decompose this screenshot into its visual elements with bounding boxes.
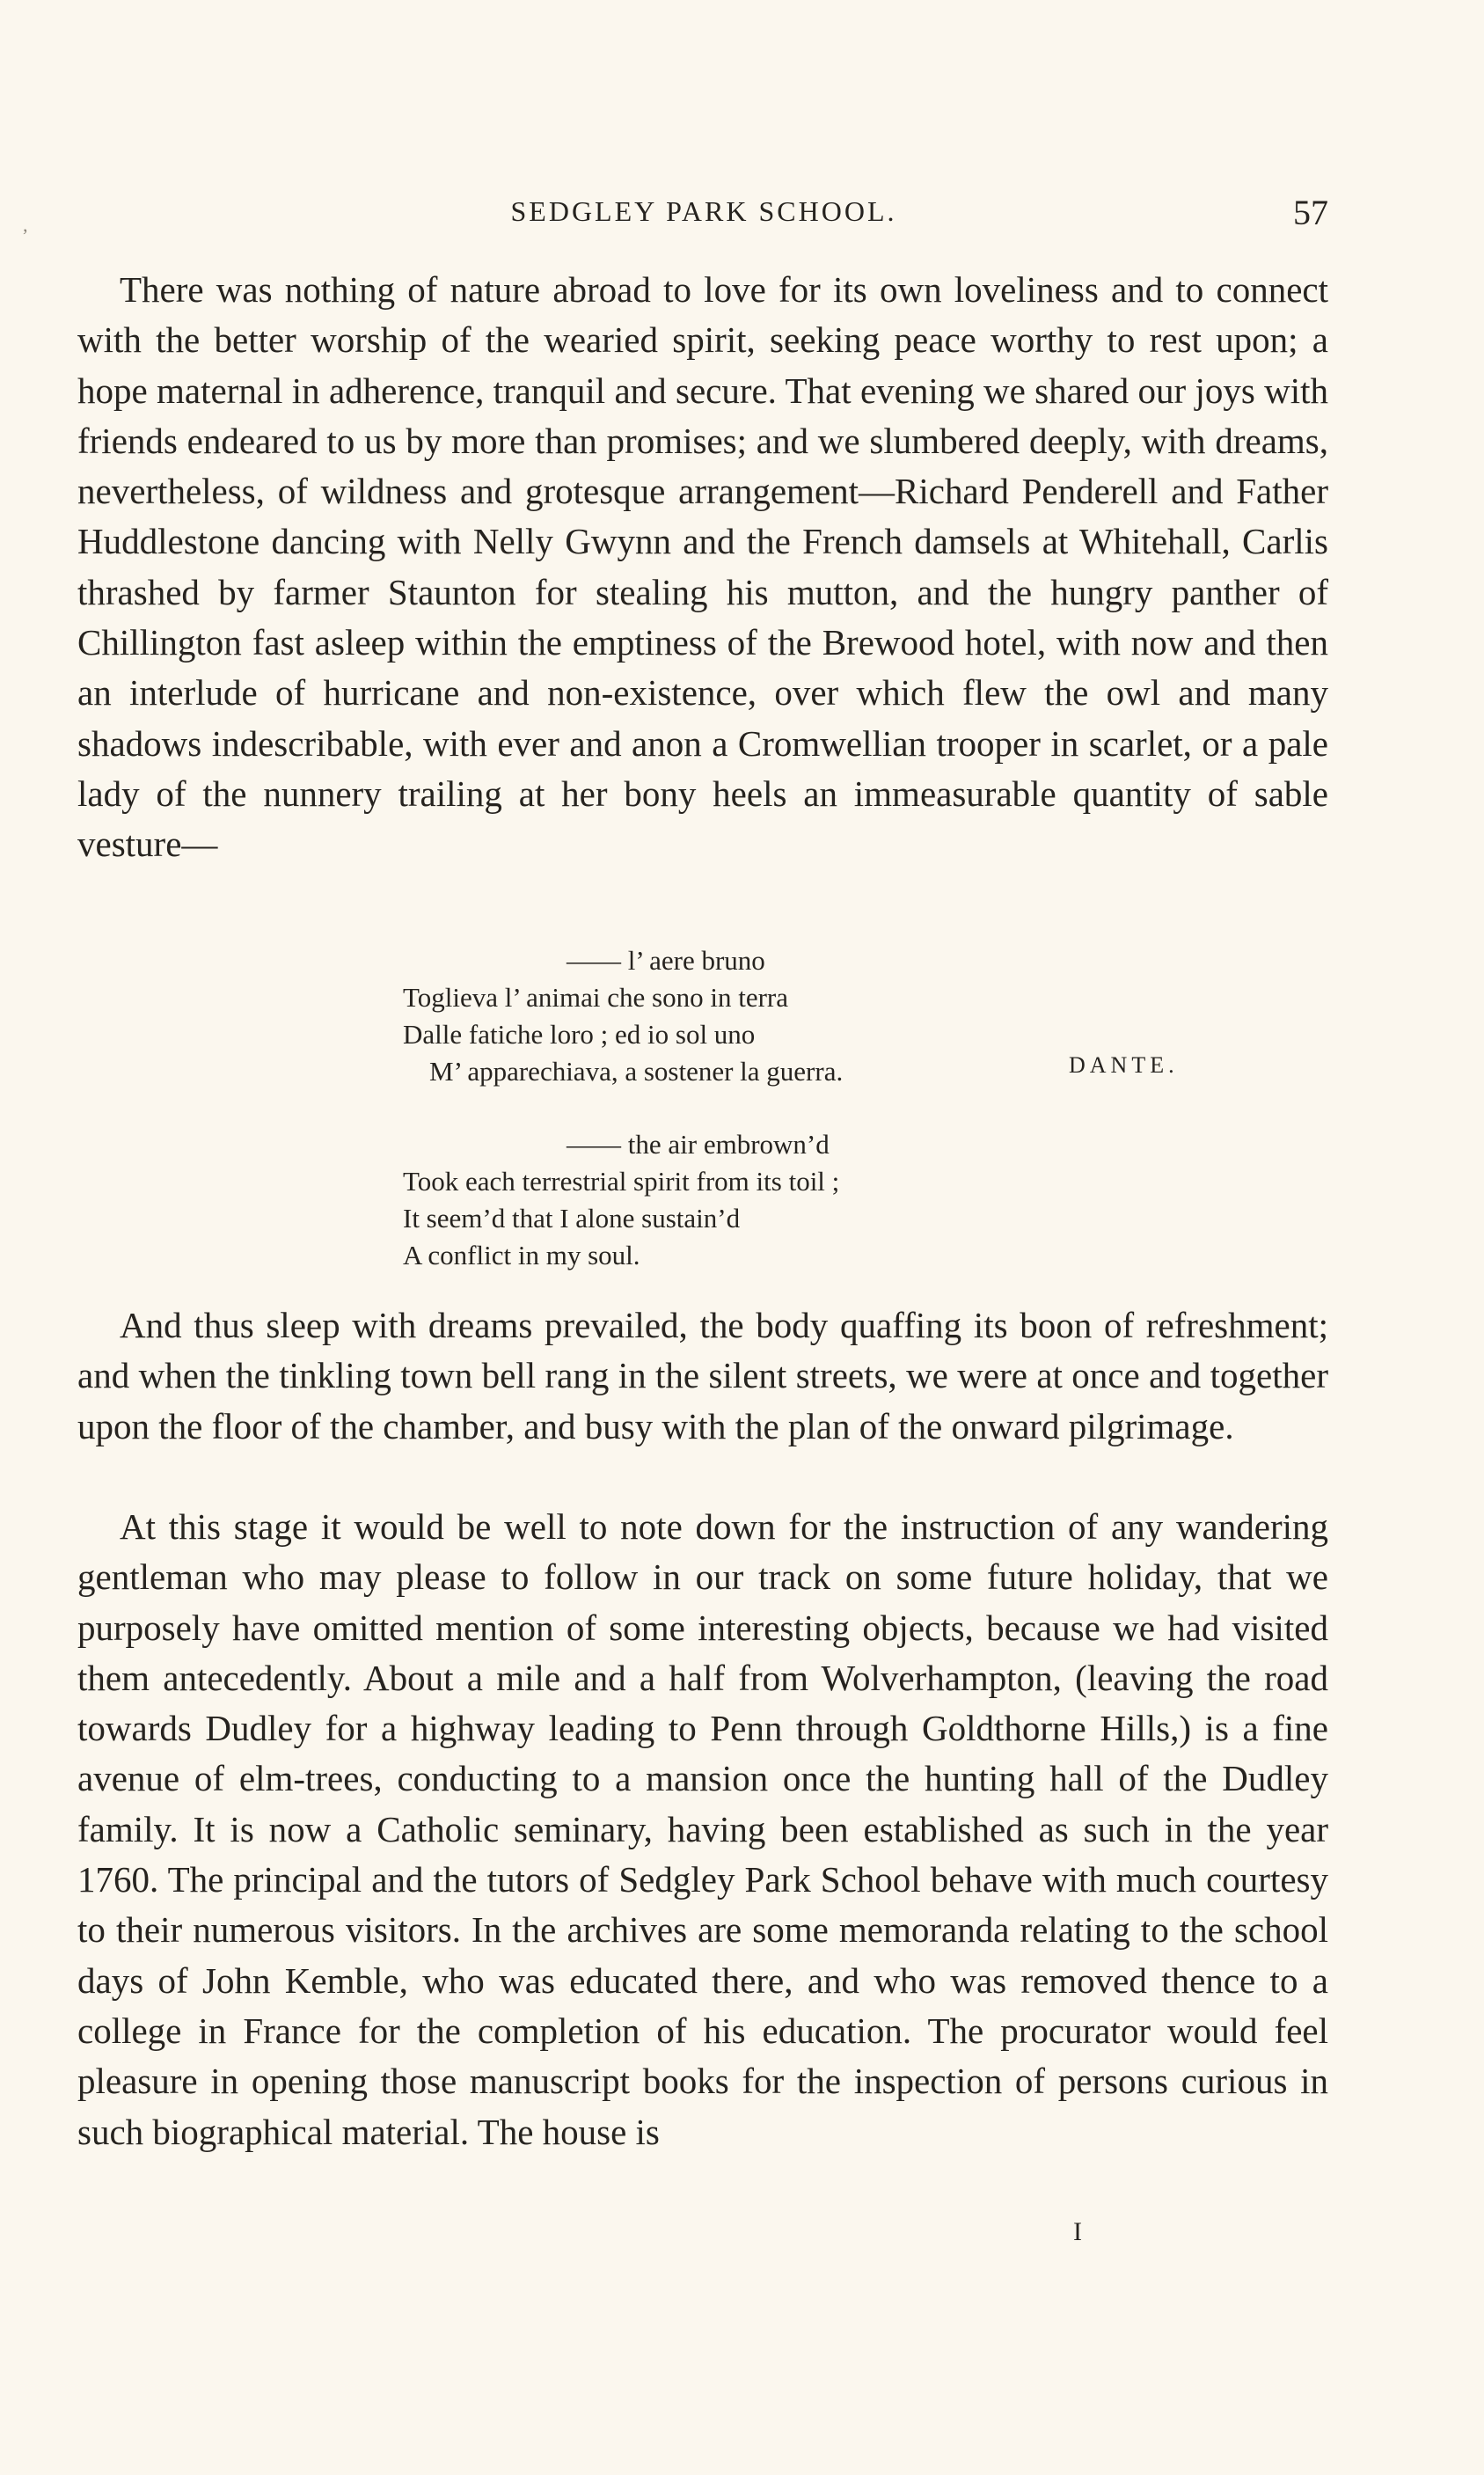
english-quote xyxy=(403,1126,839,1274)
paragraph-text: There was nothing of nature abroad to love for its own loveliness and to connect with the better worship of the wearied spirit, seeking peace worthy to rest upon; a hope maternal in adherence, tranquil and secure. That evening we shared our joys with friends endeared to us by more than promises; and we slumbered deeply, with dreams, nevertheless, of wildness and grotesque arrangement—Richard Penderell and Father Huddlestone dancing with Nelly Gwynn and the French damsels at Whitehall, Carlis thrashed by farmer Staunton for stealing his mutton, and the hungry panther of Chillington fast asleep within the emptiness of the Brewood hotel, with now and then an interlude of hurricane and non-existence, over which flew the owl and many shadows indescribable, with ever and anon a Cromwellian trooper in scarlet, or a pale lady of the nunnery trailing at her bony heels an immeasurable quantity of sable vesture— xyxy=(77,269,1328,865)
page-number: 57 xyxy=(1293,193,1328,232)
verse-line: Took each terrestrial spirit from its toil ; xyxy=(403,1166,840,1197)
quote-attribution: DANTE. xyxy=(1069,1052,1179,1078)
verse-line: M’ apparechiava, a sostener la guerra. xyxy=(429,1056,844,1087)
verse-line: It seem’d that I alone sustain’d xyxy=(403,1203,741,1234)
page-header xyxy=(79,195,1328,239)
paragraph-1 xyxy=(77,265,1328,870)
verse-line: Toglieva l’ animai che sono in terra xyxy=(403,982,788,1013)
paragraph-text: At this stage it would be well to note down for the instruction of any wandering gentleman who may please to follow in our track on some future holiday, that we purposely have omitted mention of some interesting objects, because we had visited them antecedently. About a mile and a half from Wolverhampton, (leaving the road towards Dudley for a highway leading to Penn through Goldthorne Hills,) is a fine avenue of elm-trees, conducting to a mansion once the hunting hall of the Dudley family. It is now a Catholic seminary, having been established as such in the year 1760. The principal and the tutors of Sedgley Park School behave with much courtesy to their numerous visitors. In the archives are some memoranda relating to the school days of John Kemble, who was educated there, and who was removed thence to a college in France for the completion of his education. The procurator would feel pleasure in opening those manuscript books for the inspection of persons curious in such biographical material. The house is xyxy=(77,1506,1328,2152)
verse-line: Dalle fatiche loro ; ed io sol uno xyxy=(403,1019,756,1050)
paragraph-2 xyxy=(77,1300,1328,1452)
margin-mark: , xyxy=(23,214,28,236)
paragraph-text: And thus sleep with dreams prevailed, the body quaffing its boon of refreshment; and when the tinkling town bell rang in the silent streets, we were at once and together upon the floor of the chamber, and busy with the plan of the onward pilgrimage. xyxy=(77,1305,1328,1446)
verse-line: —— l’ aere bruno xyxy=(567,945,765,976)
italian-quote xyxy=(403,942,843,1090)
signature-mark: I xyxy=(1073,2217,1082,2246)
paragraph-3 xyxy=(77,1502,1328,2157)
running-title: SEDGLEY PARK SCHOOL. xyxy=(510,195,897,227)
verse-line: —— the air embrown’d xyxy=(567,1129,830,1160)
verse-line: A conflict in my soul. xyxy=(403,1240,640,1270)
